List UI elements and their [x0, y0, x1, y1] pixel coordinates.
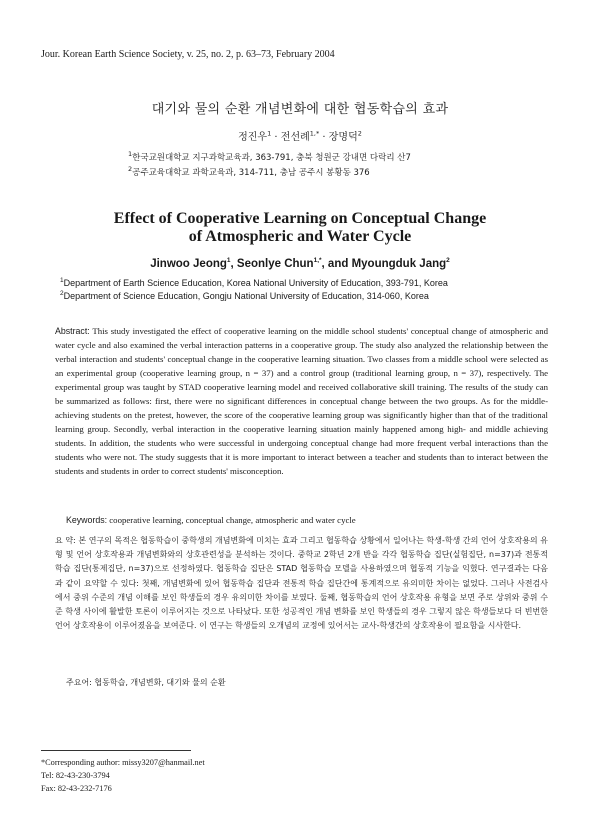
affiliation-marker: 1: [267, 129, 272, 138]
keywords-label: Keywords:: [66, 515, 108, 525]
korean-affiliation-2: [128, 166, 370, 178]
author-name: 전선례: [280, 132, 310, 143]
korean-affiliation-1: [128, 151, 411, 163]
korean-title: 대기와 물의 순환 개념변화에 대한 협동학습의 효과: [151, 102, 449, 117]
english-keywords: [66, 515, 548, 525]
korean-abstract-label: 요 약:: [55, 536, 76, 545]
author-separator: ,: [230, 258, 237, 270]
telephone-footnote: Tel: 82-43-230-3794: [41, 771, 110, 780]
english-affiliation-2: [60, 291, 560, 301]
affiliation-marker: 1,*: [309, 129, 320, 138]
english-affiliation-1: [60, 278, 560, 288]
author-name: 장명덕: [328, 132, 358, 143]
english-title-line-2: of Atmospheric and Water Cycle: [188, 228, 412, 245]
korean-authors: [0, 128, 600, 143]
affiliation-marker: 1: [226, 257, 231, 265]
author-name: Myoungduk Jang: [351, 258, 447, 270]
affiliation-text: 한국교원대학교 지구과학교육과, 363-791, 충북 청원군 강내면 다락리 산7: [132, 153, 411, 163]
korean-abstract: [55, 534, 548, 633]
author-name: 정진우: [238, 132, 268, 143]
affiliation-marker: 2: [128, 165, 133, 174]
affiliation-marker: 2: [357, 129, 362, 138]
abstract-text: This study investigated the effect of cooperative learning on the middle school students' conceptual change of atmospheric and water cycle and also examined the verbal interaction patterns in a cooperative group. The study also analyzed the relationship between the verbal interaction and students' conceptual change in the cooperative learning situation. Two classes from a middle school were selected as an experimental group (cooperative learning group, n = 37) and a control group (traditional learning group, n = 37), respectively. The experimental group was taught by STAD cooperative learning model and received collaborative skill training. The results of the study can be summarized as follows: first, there were no significant differences in conceptual change between the two groups. As for the middle-achieving students on the pretest, however, the score of the cooperative learning group was significantly higher than that of the traditional learning group. Secondly, verbal interaction in the cooperative learning situation mainly happened among high- and middle achieving students. In addition, the students who were successful in undergoing conceptual change had more frequent verbal interactions than the students who were not. The study suggests that it is more important to interact between a teacher and students than to interact between the students and students in order to correct students' misconception.: [55, 326, 548, 476]
author-name: Seonlye Chun: [236, 258, 314, 270]
author-separator: ·: [319, 132, 329, 143]
author-separator: ·: [271, 132, 281, 143]
affiliation-marker: 1,*: [313, 257, 322, 265]
affiliation-marker: 1: [60, 277, 64, 284]
affiliation-marker: 1: [128, 150, 133, 159]
author-separator: , and: [321, 258, 352, 270]
affiliation-text: 공주교육대학교 과학교육과, 314-711, 충남 공주시 봉황동 376: [132, 168, 370, 178]
corresponding-author-footnote: *Corresponding author: missy3207@hanmail.net: [41, 758, 205, 767]
korean-keywords-text: 협동학습, 개념변화, 대기와 물의 순환: [91, 678, 226, 687]
affiliation-text: Department of Science Education, Gongju National University of Education, 314-060, Korea: [63, 291, 429, 301]
author-name: Jinwoo Jeong: [150, 258, 227, 270]
fax-footnote: Fax: 82-43-232-7176: [41, 784, 112, 793]
keywords-text: cooperative learning, conceptual change, atmospheric and water cycle: [107, 515, 356, 525]
footnote-divider: [41, 750, 191, 751]
korean-keywords: [66, 677, 226, 688]
english-title: [0, 210, 600, 246]
english-authors: [0, 258, 600, 270]
affiliation-marker: 2: [446, 257, 450, 265]
affiliation-marker: 2: [60, 290, 64, 297]
footnotes: [41, 756, 205, 795]
affiliation-text: Department of Earth Science Education, Korea National University of Education, 393-791, Korea: [63, 278, 448, 288]
korean-abstract-text: 본 연구의 목적은 협동학습이 중학생의 개념변화에 미치는 효과 그리고 협동학습 상황에서 일어나는 학생-학생 간의 언어 상호작용의 유형 및 언어 상호작용과 개념변화와의 상호관련성을 분석하는 것이다. 중학교 2학년 2개 반을 각각 협동학습 집단(실험집단, n=37)과 전통적 학습 집단(통제집단, n=37)으로 선정하였다. 협동학습 집단은 STAD 협동학습 모델을 사용하였으며 협동적 기능을 익혔다. 연구결과는 다음과 같이 요약할 수 있다: 첫째, 개념변화에 있어 협동학습 집단과 전통적 학습 집단간에 통계적으로 유의미한 차이는 없었다. 그러나 사전검사에서 중위 수준의 개념 이해를 보인 학생들의 경우 유의미한 차이를 보였다. 둘째, 협동학습의 언어 상호작용 유형을 보면 주로 상위와 중위 수준 학생 사이에 활발한 토론이 이루어지는 것으로 나타났다. 또한 성공적인 개념 변화를 보인 학생들의 경우 그렇지 않은 학생들보다 더 빈번한 언어 상호작용이 이루어졌음을 보여준다. 이 연구는 학생들의 오개념의 교정에 있어서는 교사-학생간의 상호작용이 필요함을 시사한다.: [55, 536, 548, 631]
korean-keywords-label: 주요어:: [66, 678, 92, 687]
journal-citation: Jour. Korean Earth Science Society, v. 25, no. 2, p. 63–73, February 2004: [41, 49, 335, 60]
english-title-line-1: Effect of Cooperative Learning on Conceptual Change: [113, 210, 487, 227]
english-abstract: [55, 324, 548, 478]
abstract-label: Abstract:: [55, 326, 90, 336]
